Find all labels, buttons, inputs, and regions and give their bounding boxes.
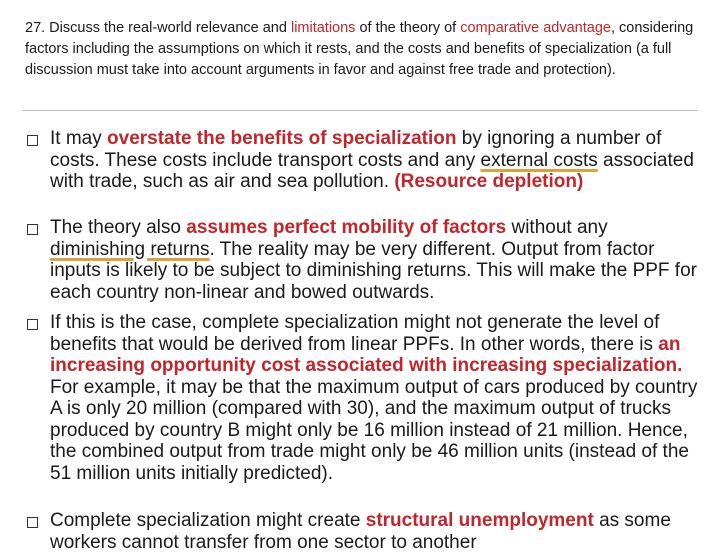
text-run: If this is the case, complete specialization might not generate the level of benefits that would be derived from linear PPFs. In other words, there is <box>50 312 660 355</box>
emphasis: assumes perfect mobility of factors <box>186 217 507 238</box>
emphasis: overstate the benefits of specialization <box>107 128 457 149</box>
text-run: associated with trade, such as air and sea pollution. <box>50 149 694 192</box>
square-bullet-icon <box>27 319 38 330</box>
bullet-text <box>50 312 706 484</box>
text-run: as some workers cannot transfer from one sector to another <box>50 510 671 553</box>
square-bullet-icon <box>27 224 38 235</box>
question-heading <box>25 18 705 81</box>
heading-text: of the theory of <box>355 20 461 36</box>
emphasis: (Resource depletion) <box>394 171 584 192</box>
heading-text: , considering factors including the assumptions on which it rests, and the costs and benefits of specialization (a full discussion must take into account arguments in favor and against free trade and protection). <box>25 20 694 78</box>
text-run: It may <box>50 128 108 149</box>
bullet-text <box>50 510 706 553</box>
text-run: The theory also <box>50 217 187 238</box>
underlined-term: diminishing returns <box>50 238 210 260</box>
heading-keyword-comparative-advantage: comparative advantage <box>460 20 611 36</box>
heading-text: 27. Discuss the real-world relevance and <box>25 20 291 36</box>
bullet-text <box>50 217 706 303</box>
square-bullet-icon <box>27 517 38 528</box>
text-run: Complete specialization might create <box>50 510 366 531</box>
heading-keyword-limitations: limitations <box>290 20 356 36</box>
emphasis: an increasing opportunity cost associated with increasing specialization. <box>50 333 683 376</box>
text-run: . The reality may be very different. Output from factor inputs is likely to be subject to diminishing returns. This will make the PPF for each country non-linear and bowed outwards. <box>50 238 697 303</box>
text-run: by ignoring a number of costs. These costs include transport costs and any <box>50 128 662 171</box>
text-run: For example, it may be that the maximum output of cars produced by country A is only 20 million (compared with 30), and the maximum output of trucks produced by country B might only be 16 million instead of 21 million. Hence, the combined output from trade might only be 46 million units (instead of the 51 million units initially predicted). <box>50 376 698 484</box>
square-bullet-icon <box>27 135 38 146</box>
bullet-text <box>50 128 706 193</box>
underlined-term: external costs <box>480 149 598 171</box>
text-run: without any <box>506 217 608 238</box>
emphasis: structural unemployment <box>365 510 594 531</box>
divider <box>22 110 698 111</box>
